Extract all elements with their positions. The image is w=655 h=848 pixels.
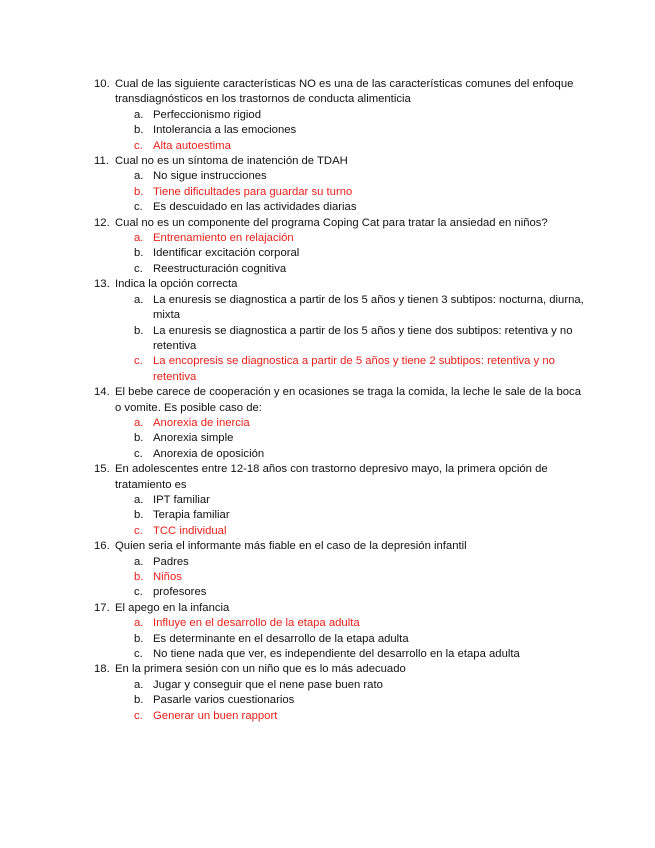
option-text: La enuresis se diagnostica a partir de los 5 años y tienen 3 subtipos: nocturna, diurna, mixta xyxy=(153,293,584,322)
option-list xyxy=(94,678,584,724)
question-block xyxy=(94,385,584,462)
option-text: Alta autoestima xyxy=(153,139,231,152)
option-list xyxy=(94,416,584,462)
question-label: En adolescentes entre 12-18 años con trastorno depresivo mayo, la primera opción de tratamiento es xyxy=(115,463,548,491)
option-letter: b. xyxy=(134,509,144,522)
option-letter: c. xyxy=(134,139,143,152)
option-item xyxy=(94,447,584,462)
question-label: Indica la opción correcta xyxy=(115,278,238,291)
option-item xyxy=(94,632,584,647)
option-letter: c. xyxy=(134,709,143,722)
option-text: Anorexia de oposición xyxy=(153,447,265,460)
question-text xyxy=(94,462,584,493)
option-letter: b. xyxy=(134,124,144,137)
option-item xyxy=(94,493,584,508)
question-number: 16. xyxy=(94,540,110,553)
option-text: Intolerancia a las emociones xyxy=(153,124,297,137)
option-text: La encopresis se diagnostica a partir de 5 años y tiene 2 subtipos: retentiva y no retentiva xyxy=(153,355,555,383)
option-letter: a. xyxy=(134,293,144,306)
question-text xyxy=(94,539,584,554)
question-number: 11. xyxy=(94,155,109,168)
question-label: Cual no es un síntoma de inatención de TDAH xyxy=(115,155,348,168)
option-text: Jugar y conseguir que el nene pase buen rato xyxy=(153,678,383,691)
option-letter: a. xyxy=(134,232,144,245)
option-letter: a. xyxy=(134,617,144,630)
option-item xyxy=(94,246,584,261)
option-item xyxy=(94,585,584,600)
question-block xyxy=(94,601,584,663)
question-list xyxy=(94,77,584,724)
question-block xyxy=(94,462,584,539)
question-block xyxy=(94,154,584,216)
option-item xyxy=(94,647,584,662)
option-letter: c. xyxy=(134,524,143,537)
option-text: profesores xyxy=(153,586,207,599)
option-text: Identificar excitación corporal xyxy=(153,247,300,260)
option-letter: c. xyxy=(134,262,143,275)
option-letter: a. xyxy=(134,555,144,568)
option-letter: b. xyxy=(134,247,144,260)
option-item xyxy=(94,123,584,138)
question-text xyxy=(94,662,584,677)
option-text: Anorexia simple xyxy=(153,432,234,445)
option-letter: b. xyxy=(134,571,144,583)
option-letter: b. xyxy=(134,185,144,198)
option-list xyxy=(94,555,584,601)
option-letter: c. xyxy=(134,447,143,460)
option-item xyxy=(94,108,584,123)
option-text: Es descuidado en las actividades diarias xyxy=(153,201,357,214)
question-label: Cual de las siguiente características NO es una de las características comunes del enfoque transdiagnósticos en los trastornos de conducta alimenticia xyxy=(115,78,574,106)
option-item xyxy=(94,324,584,355)
option-text: Reestructuración cognitiva xyxy=(153,262,287,275)
option-text: IPT familiar xyxy=(153,493,210,506)
question-label: El bebe carece de cooperación y en ocasiones se traga la comida, la leche le sale de la boca o vomite. Es posible caso de: xyxy=(115,386,581,414)
question-block xyxy=(94,539,584,601)
question-block xyxy=(94,662,584,724)
option-item-correct xyxy=(94,231,584,246)
question-block xyxy=(94,216,584,278)
option-item xyxy=(94,555,584,570)
option-item-correct xyxy=(94,185,584,200)
option-letter: c. xyxy=(134,648,143,661)
option-item xyxy=(94,200,584,215)
option-letter: b. xyxy=(134,694,144,707)
option-text: Terapia familiar xyxy=(153,509,230,522)
option-text: Anorexia de inercia xyxy=(153,416,250,429)
question-label: En la primera sesión con un niño que es lo más adecuado xyxy=(115,663,406,676)
option-text: Influye en el desarrollo de la etapa adulta xyxy=(153,617,360,630)
option-list xyxy=(94,108,584,154)
option-letter: a. xyxy=(134,678,144,691)
option-text: Es determinante en el desarrollo de la etapa adulta xyxy=(153,632,409,645)
question-number: 12. xyxy=(94,216,110,229)
option-letter: a. xyxy=(134,493,144,506)
option-letter: b. xyxy=(134,632,144,645)
option-item xyxy=(94,693,584,708)
option-text: Entrenamiento en relajación xyxy=(153,232,294,245)
option-text: Niños xyxy=(153,571,182,583)
option-item-correct xyxy=(94,139,584,154)
question-number: 15. xyxy=(94,463,110,476)
question-number: 17. xyxy=(94,601,110,614)
option-letter: b. xyxy=(134,324,144,337)
option-letter: a. xyxy=(134,108,144,121)
question-number: 14. xyxy=(94,386,110,399)
option-text: Pasarle varios cuestionarios xyxy=(153,694,295,707)
question-text xyxy=(94,277,584,292)
question-text xyxy=(94,385,584,416)
option-text: Generar un buen rapport xyxy=(153,709,278,722)
option-item xyxy=(94,293,584,324)
question-text xyxy=(94,77,584,108)
option-letter: a. xyxy=(134,170,144,183)
option-text: Perfeccionismo rigiod xyxy=(153,108,261,121)
question-block xyxy=(94,277,584,385)
option-item-correct xyxy=(94,416,584,431)
option-list xyxy=(94,169,584,215)
option-list xyxy=(94,616,584,662)
option-list xyxy=(94,293,584,385)
question-label: Quien seria el informante más fiable en el caso de la depresión infantil xyxy=(115,540,467,553)
option-text: Tiene dificultades para guardar su turno xyxy=(153,185,353,198)
option-text: Padres xyxy=(153,555,189,568)
option-item-correct xyxy=(94,570,584,585)
question-block xyxy=(94,77,584,154)
option-item xyxy=(94,508,584,523)
option-text: No sigue instrucciones xyxy=(153,170,267,183)
option-item-correct xyxy=(94,616,584,631)
option-item-correct xyxy=(94,354,584,385)
option-text: La enuresis se diagnostica a partir de los 5 años y tiene dos subtipos: retentiva y no retentiva xyxy=(153,324,573,352)
option-item-correct xyxy=(94,524,584,539)
option-item-correct xyxy=(94,709,584,724)
question-number: 18. xyxy=(94,663,110,676)
question-text xyxy=(94,216,584,231)
option-item xyxy=(94,169,584,184)
question-text xyxy=(94,601,584,616)
option-list xyxy=(94,231,584,277)
option-letter: a. xyxy=(134,416,144,429)
option-letter: c. xyxy=(134,355,143,368)
question-label: El apego en la infancia xyxy=(115,601,230,614)
question-label: Cual no es un componente del programa Coping Cat para tratar la ansiedad en niños? xyxy=(115,216,548,229)
option-text: TCC individual xyxy=(153,524,227,537)
option-text: No tiene nada que ver, es independiente del desarrollo en la etapa adulta xyxy=(153,648,520,661)
option-item xyxy=(94,431,584,446)
option-item xyxy=(94,678,584,693)
question-text xyxy=(94,154,584,169)
option-letter: c. xyxy=(134,201,143,214)
option-letter: c. xyxy=(134,586,143,599)
question-number: 10. xyxy=(94,78,110,90)
question-number: 13. xyxy=(94,278,110,291)
option-item xyxy=(94,262,584,277)
option-letter: b. xyxy=(134,432,144,445)
option-list xyxy=(94,493,584,539)
